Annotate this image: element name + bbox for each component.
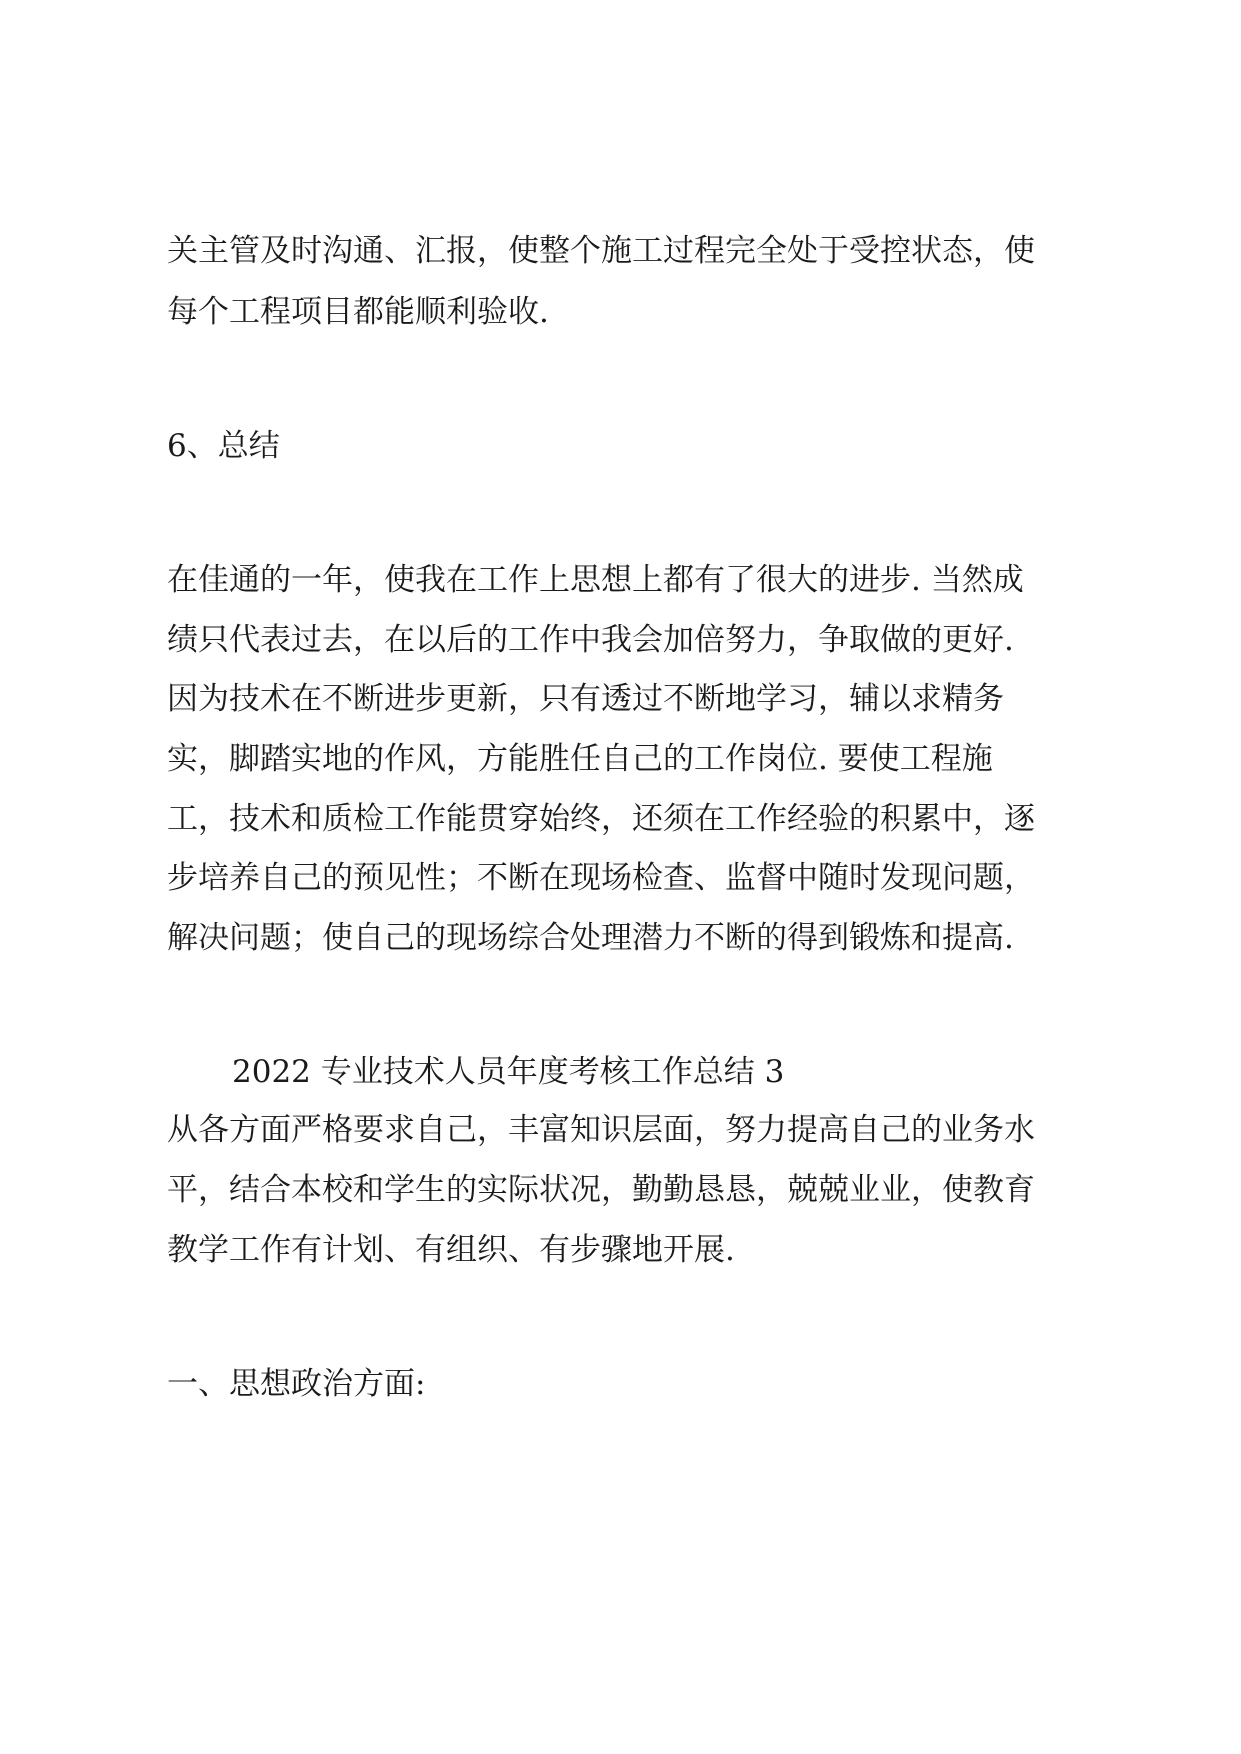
section1-heading: 一、思想政治方面: xyxy=(167,1366,426,1402)
summary-line-6: 步培养自己的预见性；不断在现场检查、监督中随时发现问题， xyxy=(167,860,1035,896)
article3-line-3: 教学工作有计划、有组织、有步骤地开展. xyxy=(167,1232,735,1268)
article3-line-1: 从各方面严格要求自己，丰富知识层面，努力提高自己的业务水 xyxy=(167,1112,1035,1148)
summary-line-2: 绩只代表过去，在以后的工作中我会加倍努力，争取做的更好. xyxy=(167,622,1014,658)
summary-line-7: 解决问题；使自己的现场综合处理潜力不断的得到锻炼和提高. xyxy=(167,920,1014,956)
summary-line-4: 实，脚踏实地的作风，方能胜任自己的工作岗位. 要使工程施 xyxy=(167,741,993,777)
intro-line-1: 关主管及时沟通、汇报，使整个施工过程完全处于受控状态，使 xyxy=(167,233,1035,269)
article3-line-2: 平，结合本校和学生的实际状况，勤勤恳恳，兢兢业业，使教育 xyxy=(167,1172,1035,1208)
summary-line-5: 工，技术和质检工作能贯穿始终，还须在工作经验的积累中，逐 xyxy=(167,801,1035,837)
summary-line-1: 在佳通的一年，使我在工作上思想上都有了很大的进步. 当然成 xyxy=(167,562,1024,598)
summary-line-3: 因为技术在不断进步更新，只有透过不断地学习，辅以求精务 xyxy=(167,681,1004,717)
section6-heading: 6、总结 xyxy=(167,428,280,464)
article3-title: 2022 专业技术人员年度考核工作总结 3 xyxy=(232,1054,785,1090)
intro-line-2: 每个工程项目都能顺利验收. xyxy=(167,294,549,330)
